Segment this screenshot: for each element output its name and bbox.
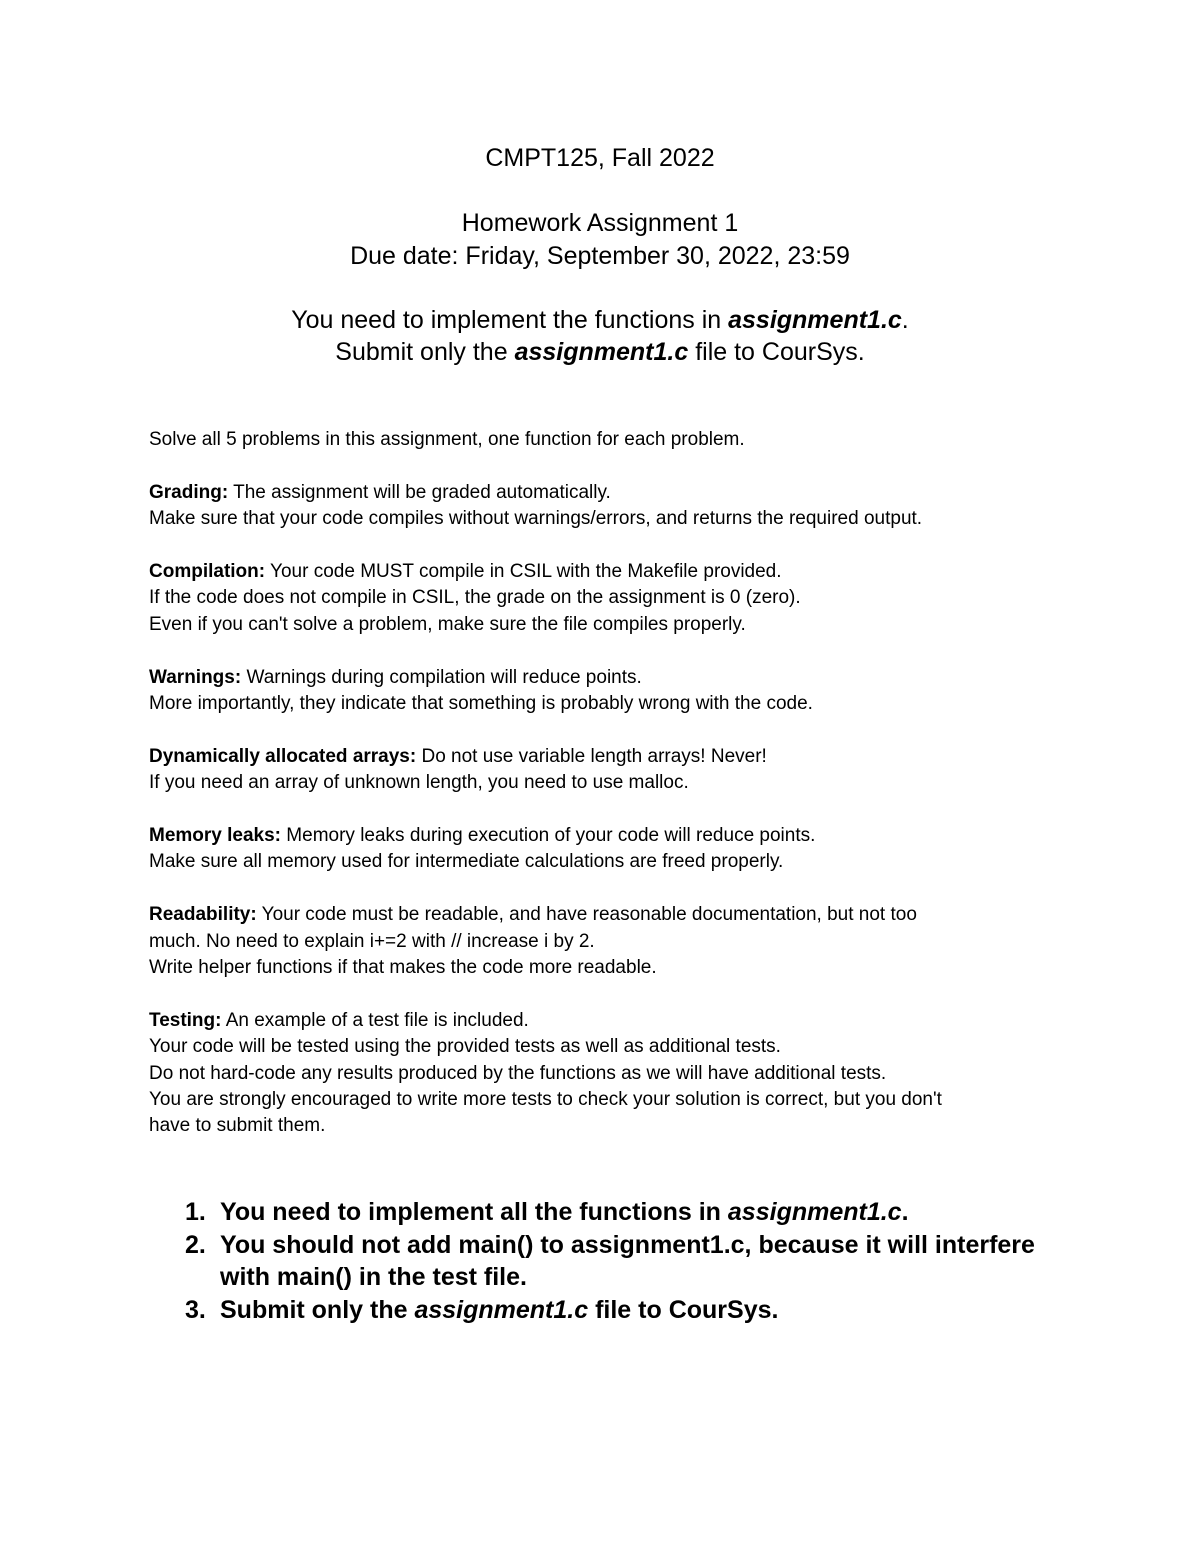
list-item: 3. Submit only the assignment1.c file to CourSys. (185, 1295, 779, 1324)
readability-section: Readability: Your code must be readable, and have reasonable documentation, but not too much. No need to explain i+=2 with // increase i by 2. Write helper functions if that makes the code more readable. (149, 904, 917, 979)
submit-instruction: Submit only the assignment1.c file to CourSys. (335, 338, 865, 366)
requirements-list (185, 1196, 1065, 1326)
section-label: Memory leaks: (149, 825, 282, 847)
section-label: Compilation: (149, 561, 266, 582)
assignment-title: Homework Assignment 1 (461, 209, 739, 237)
intro-paragraph: Solve all 5 problems in this assignment, one function for each problem. (149, 429, 745, 450)
instructions-body (149, 427, 1054, 1166)
section-label: Testing: (149, 1009, 222, 1031)
testing-section: Testing: An example of a test file is included. Your code will be tested using the provided tests as well as additional tests. Do not hard-code any results produced by the functions as we will have additional tests. You are strongly encouraged to write more tests to check your solution is correct, but you don't have to submit them. (149, 1009, 942, 1137)
section-label: Warnings: (149, 666, 242, 688)
memory-section: Memory leaks: Memory leaks during execution of your code will reduce points. Make sure all memory used for intermediate calculations are freed properly. (149, 825, 816, 873)
compilation-section: Compilation: Your code MUST compile in CSIL with the Makefile provided. If the code does not compile in CSIL, the grade on the assignment is 0 (zero). Even if you can't solve a problem, make sure the file compiles properly. (149, 561, 801, 635)
grading-section: Grading: The assignment will be graded automatically. Make sure that your code compiles without warnings/errors, and returns the required output. (149, 481, 923, 530)
file-name: assignment1.c (728, 306, 902, 334)
arrays-section: Dynamically allocated arrays: Do not use variable length arrays! Never! If you need an array of unknown length, you need to use malloc. (149, 745, 767, 794)
warnings-section: Warnings: Warnings during compilation will reduce points. More importantly, they indicate that something is probably wrong with the code. (149, 666, 813, 715)
due-date: Due date: Friday, September 30, 2022, 23:59 (350, 242, 850, 270)
list-item: 2. You should not add main() to assignment1.c, because it will interfere with main() in the test file. (185, 1230, 1035, 1291)
implement-instruction: You need to implement the functions in assignment1.c. (291, 306, 909, 334)
course-heading: CMPT125, Fall 2022 (485, 144, 715, 172)
section-label: Readability: (149, 904, 257, 926)
section-label: Dynamically allocated arrays: (149, 745, 417, 767)
file-name: assignment1.c (727, 1198, 902, 1226)
file-name: assignment1.c (514, 338, 689, 366)
section-label: Grading: (149, 481, 229, 503)
list-item: 1. You need to implement all the functions in assignment1.c. (185, 1198, 909, 1226)
file-name: assignment1.c (414, 1295, 589, 1324)
